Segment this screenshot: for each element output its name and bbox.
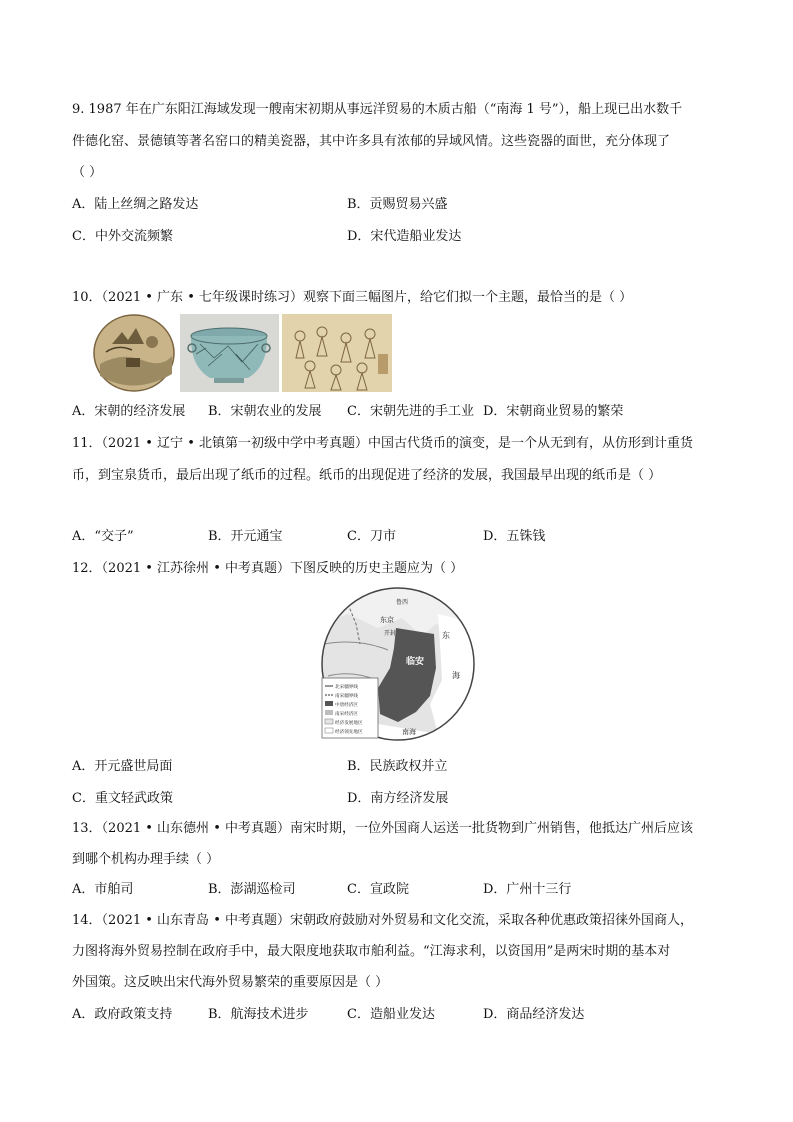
q10-option-d: D．宋朝商业贸易的繁荣 [483,404,624,419]
q9-option-c: C．中外交流频繁 [72,229,173,244]
song-economy-map [318,584,478,742]
q9-option-d: D．宋代造船业发达 [347,229,462,244]
q13-line-1: 13．（2021 • 山东德州 • 中考真题）南宋时期，一位外国商人运送一批货物到广州销售，他抵达广州后应该 [72,821,693,836]
q13-option-d: D．广州十三行 [483,882,572,897]
q12-line-1: 12．（2021 • 江苏徐州 • 中考真题）下图反映的历史主题应为（ ） [72,561,464,576]
q13-option-b: B．澎湖巡检司 [208,882,296,897]
q10-option-a: A．宋朝的经济发展 [72,404,186,419]
map-label-dongjing: 东京 [380,616,394,624]
map-legend-item: 中唐经济区 [335,703,358,708]
map-legend-item: 经济发展地区 [335,721,363,726]
q11-line-1: 11．（2021 • 辽宁 • 北镇第一初级中学中考真题）中国古代货币的演变，是一个从无到有，从仿形到计重货 [72,436,693,451]
map-legend-item: 北宋疆界线 [335,685,358,690]
map-label-nanhai: 南海 [402,728,416,736]
q11-line-2: 币，到宝泉货币，最后出现了纸币的过程。纸币的出现促进了经济的发展，我国最早出现的纸币是（ ） [72,468,662,483]
q14-option-d: D．商品经济发达 [483,1007,585,1022]
map-legend-item: 经济领先地区 [335,730,363,735]
map-legend-item: 南宋疆界线 [335,694,358,699]
q14-option-b: B．航海技术进步 [208,1007,309,1022]
map-label-hai: 海 [452,671,460,680]
map-legend-item: 南宋经济区 [335,712,358,717]
q13-option-a: A．市舶司 [72,882,134,897]
q11-option-b: B．开元通宝 [208,529,283,544]
q14-line-2: 力图将海外贸易控制在政府手中，最大限度地获取市舶利益。“江海求利，以资国用”是两宋时期的基本对 [72,944,671,959]
q10-option-c: C．宋朝先进的手工业 [347,404,474,419]
q11-option-c: C．刀市 [347,529,396,544]
market-scene-scroll-image [282,314,392,392]
q9-option-b: B．贡赐贸易兴盛 [347,197,448,212]
q12-option-d: D．南方经济发展 [347,791,449,806]
q11-option-d: D．五铢钱 [483,529,546,544]
map-label-dong: 东 [442,631,450,640]
q9-line-3: （ ） [72,165,103,180]
q9-option-a: A．陆上丝绸之路发达 [72,197,199,212]
q11-option-a: A．“交子” [72,529,134,544]
q14-line-1: 14．（2021 • 山东青岛 • 中考真题）宋朝政府鼓励对外贸易和文化交流，采取各种优惠政策招徕外国商人， [72,913,693,928]
q12-option-a: A．开元盛世局面 [72,759,173,774]
map-label-linan: 临安 [406,657,425,667]
celadon-vessel-image [180,314,279,392]
map-label-kaifeng: 开封 [384,630,397,637]
q13-line-2: 到哪个机构办理手续（ ） [72,852,220,867]
q12-option-c: C．重文轻武政策 [72,791,173,806]
painting-round-fan-image [92,314,176,392]
q14-line-3: 外国策。这反映出宋代海外贸易繁荣的重要原因是（ ） [72,975,389,990]
q10-option-b: B．宋朝农业的发展 [208,404,322,419]
map-label-luxi: 鲁西 [396,599,409,606]
map-legend [322,678,378,738]
q12-option-b: B．民族政权并立 [347,759,448,774]
q14-option-c: C．造船业发达 [347,1007,435,1022]
q14-option-a: A．政府政策支持 [72,1007,173,1022]
q10-line-1: 10．（2021 • 广东 • 七年级课时练习）观察下面三幅图片，给它们拟一个主题，最恰当的是（ ） [72,290,633,305]
q13-option-c: C．宣政院 [347,882,409,897]
q9-line-1: 9. 1987 年在广东阳江海域发现一艘南宋初期从事远洋贸易的木质古船（“南海 1 号”），船上现已出水数千 [72,102,683,117]
q9-line-2: 件德化窑、景德镇等著名窑口的精美瓷器，其中许多具有浓郁的异域风情。这些瓷器的面世，充分体现了 [72,134,671,149]
